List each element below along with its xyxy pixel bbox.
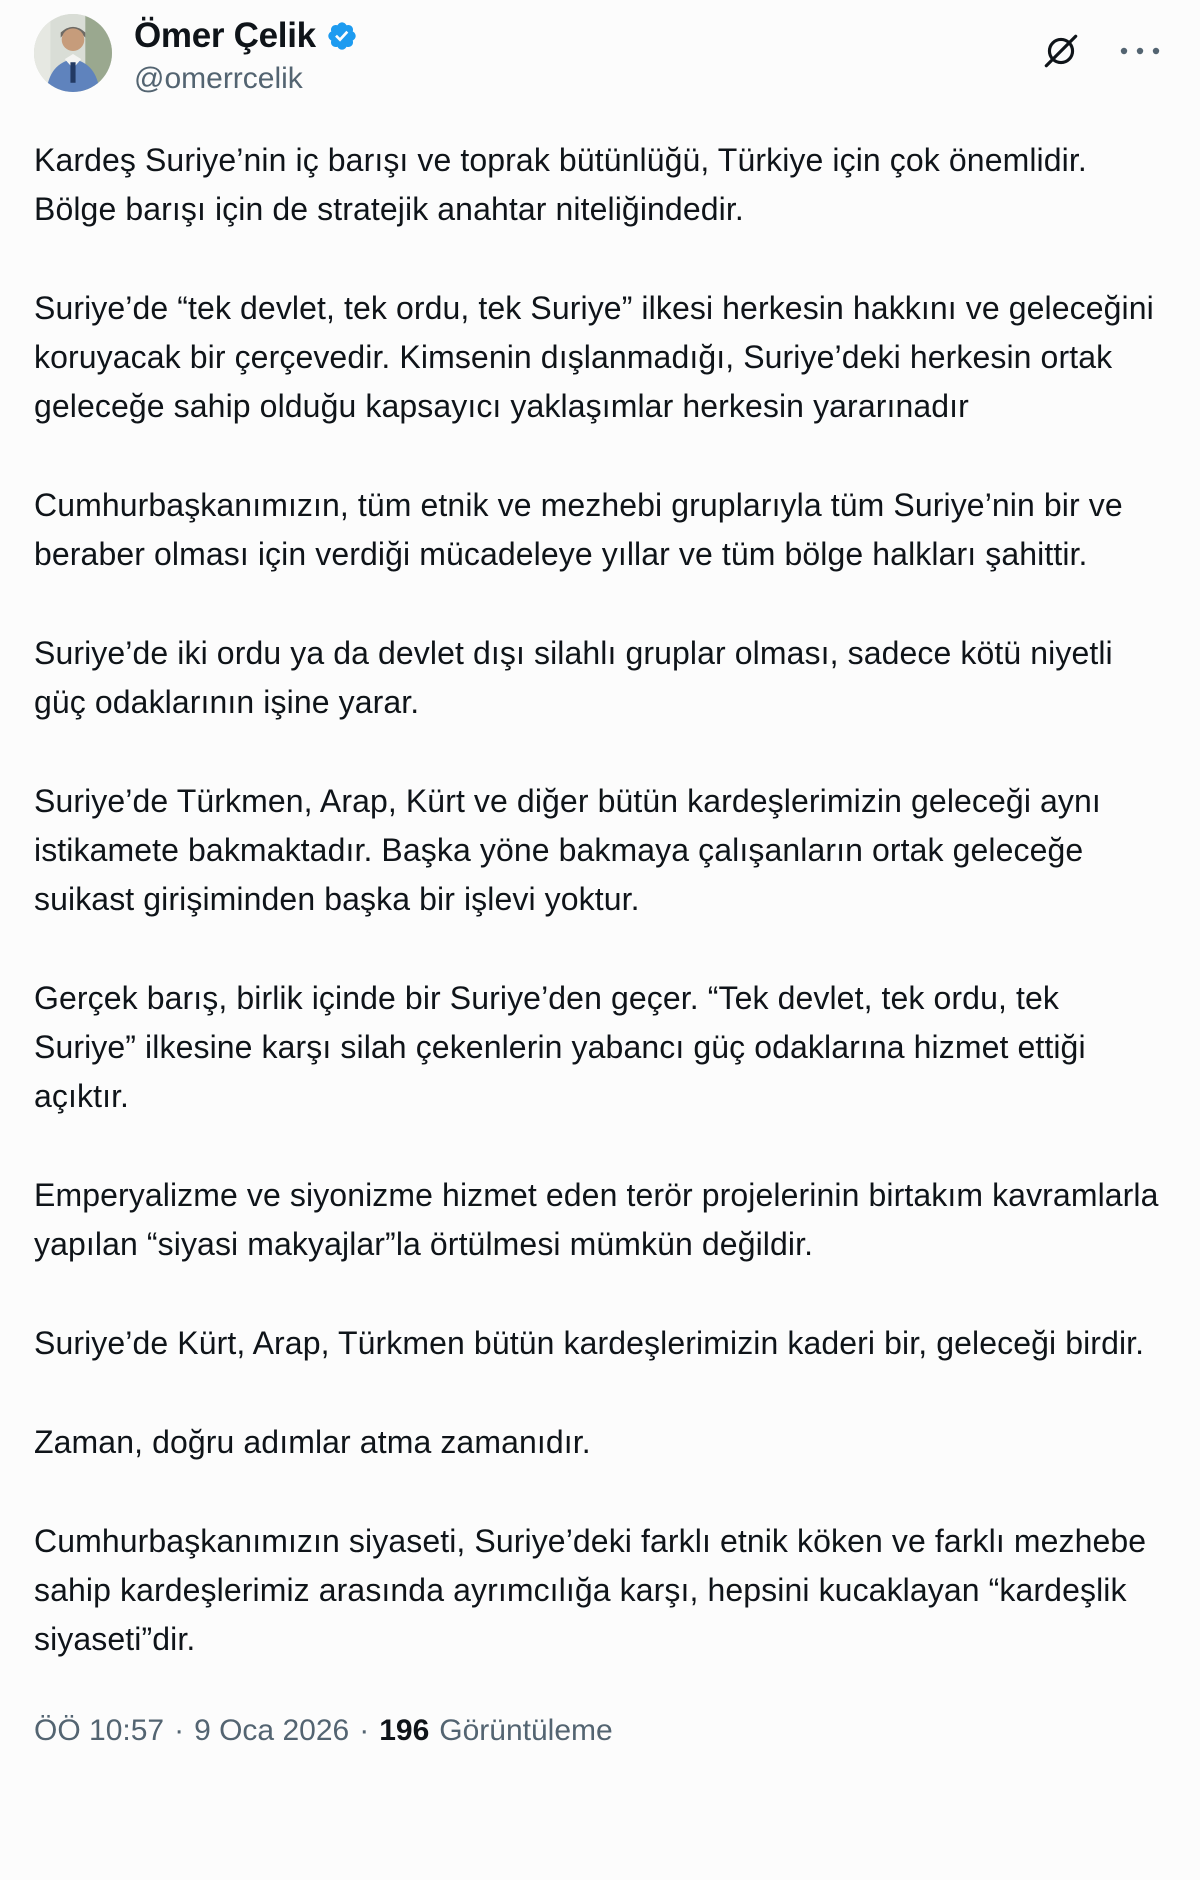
author-handle[interactable]: @omerrcelik: [134, 62, 303, 95]
tweet-header: [34, 14, 1166, 96]
avatar-image: [34, 14, 112, 92]
meta-separator: ·: [174, 1714, 185, 1747]
tweet-paragraph: Suriye’de “tek devlet, tek ordu, tek Suriye” ilkesi herkesin hakkını ve geleceğini koruyacak bir çerçevedir. Kimsenin dışlanmadığı, Suriye’deki herkesin ortak geleceğe sahip olduğu kapsayıcı yaklaşımlar herkesin yararınadır: [34, 290, 1154, 424]
verified-badge-icon: [326, 20, 358, 52]
author-name-row: [134, 16, 1036, 56]
tweet-paragraph: Suriye’de iki ordu ya da devlet dışı silahlı gruplar olması, sadece kötü niyetli güç odaklarının işine yarar.: [34, 635, 1113, 720]
tweet-paragraph: Gerçek barış, birlik içinde bir Suriye’den geçer. “Tek devlet, tek ordu, tek Suriye” ilkesine karşı silah çekenlerin yabancı güç odaklarına hizmet ettiği açıktır.: [34, 980, 1086, 1114]
grok-icon[interactable]: [1036, 26, 1086, 76]
tweet-paragraph: Suriye’de Türkmen, Arap, Kürt ve diğer bütün kardeşlerimizin geleceği aynı istikamete bakmaktadır. Başka yöne bakmaya çalışanların ortak geleceğe suikast girişiminden başka bir işlevi yoktur.: [34, 783, 1101, 917]
header-actions: [1036, 14, 1166, 76]
tweet-paragraph: Suriye’de Kürt, Arap, Türkmen bütün kardeşlerimizin kaderi bir, geleceği birdir.: [34, 1325, 1145, 1361]
tweet-paragraph: Cumhurbaşkanımızın siyaseti, Suriye’deki farklı etnik köken ve farklı mezhebe sahip kardeşlerimiz arasında ayrımcılığa karşı, hepsini kucaklayan “kardeşlik siyaseti”dir.: [34, 1523, 1147, 1657]
tweet-date: 9 Oca 2026: [194, 1714, 350, 1747]
more-options-icon[interactable]: [1114, 41, 1166, 61]
tweet-text: [34, 136, 1166, 1664]
views-label: Görüntüleme: [439, 1714, 613, 1747]
author-block: [134, 14, 1036, 96]
author-name[interactable]: Ömer Çelik: [134, 16, 316, 55]
tweet-paragraph: Zaman, doğru adımlar atma zamanıdır.: [34, 1424, 591, 1460]
tweet-time: ÖÖ 10:57: [34, 1714, 165, 1747]
meta-separator: ·: [359, 1714, 370, 1747]
tweet-paragraph: Kardeş Suriye’nin iç barışı ve toprak bütünlüğü, Türkiye için çok önemlidir. Bölge barışı için de stratejik anahtar niteliğindedir.: [34, 142, 1087, 227]
tweet-meta: [34, 1714, 1166, 1748]
tweet-paragraph: Emperyalizme ve siyonizme hizmet eden terör projelerinin birtakım kavramlarla yapılan “siyasi makyajlar”la örtülmesi mümkün değildir.: [34, 1177, 1159, 1262]
tweet-paragraph: Cumhurbaşkanımızın, tüm etnik ve mezhebi gruplarıyla tüm Suriye’nin bir ve beraber olması için verdiği mücadeleye yıllar ve tüm bölge halkları şahittir.: [34, 487, 1123, 572]
avatar[interactable]: [34, 14, 112, 92]
views-count: 196: [379, 1714, 430, 1747]
